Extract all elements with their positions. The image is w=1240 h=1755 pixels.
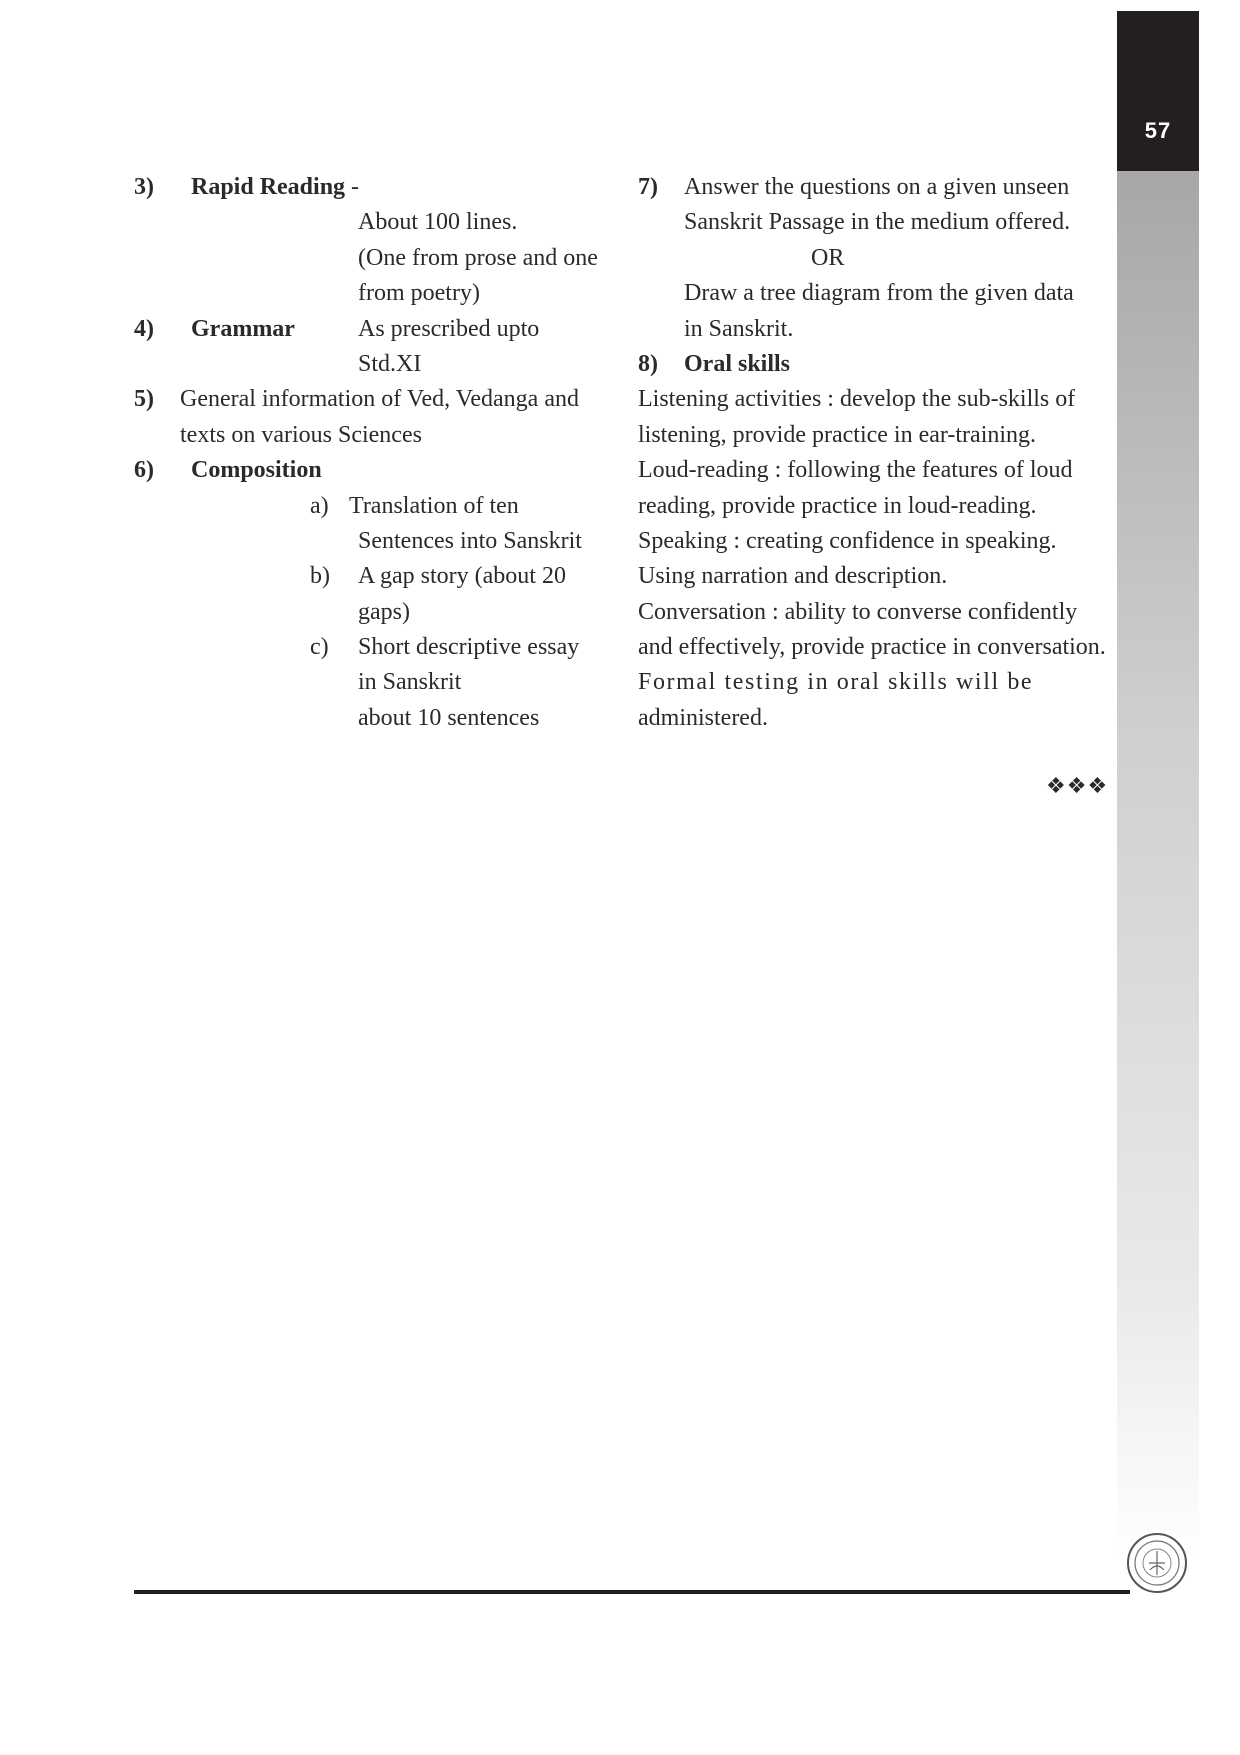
item-grammar — [134, 312, 612, 347]
sub-text: A gap story (about 20 — [358, 563, 566, 590]
item-number: 7) — [638, 174, 658, 200]
item-oral-skills — [638, 347, 1114, 382]
item-text: Sanskrit Passage in the medium offered. — [684, 209, 1071, 236]
item-number: 3) — [134, 174, 154, 200]
item-text: in Sanskrit. — [684, 315, 794, 342]
or-separator: OR — [811, 244, 845, 271]
right-column — [638, 170, 1114, 736]
footer-rule — [134, 1590, 1130, 1594]
sub-text: about 10 sentences — [358, 704, 540, 731]
item-title: Composition — [191, 457, 322, 484]
sub-text: Short descriptive essay — [358, 634, 580, 661]
item-unseen-passage — [638, 170, 1114, 205]
item-number: 8) — [638, 350, 658, 377]
section-end-ornament: ❖❖❖ — [1046, 774, 1109, 799]
side-gradient-strip — [1117, 171, 1199, 1561]
sub-label: a) — [310, 492, 329, 519]
grammar-detail: Std.XI — [358, 350, 422, 377]
grammar-detail: As prescribed upto — [358, 315, 540, 342]
oral-skills-text: Loud-reading : following the features of loud — [638, 457, 1073, 484]
item-text: Draw a tree diagram from the given data — [684, 280, 1074, 307]
rapid-reading-detail: (One from prose and one — [358, 244, 598, 271]
item-number: 4) — [134, 315, 154, 342]
item-title: Oral skills — [684, 350, 791, 377]
dash: - — [351, 174, 360, 200]
item-composition — [134, 453, 612, 488]
page-tab — [1117, 11, 1199, 171]
item-title: Grammar — [191, 315, 295, 342]
oral-skills-text: Conversation : ability to converse confidently — [638, 598, 1078, 625]
general-info-text: texts on various Sciences — [180, 421, 422, 448]
sub-text: in Sanskrit — [358, 669, 462, 696]
oral-skills-text: listening, provide practice in ear-training. — [638, 421, 1037, 448]
sub-label: b) — [310, 563, 330, 590]
item-rapid-reading — [134, 170, 612, 205]
sub-label: c) — [310, 634, 329, 661]
seal-logo-icon — [1126, 1532, 1188, 1594]
oral-skills-text: Formal testing in oral skills will be — [638, 669, 1034, 696]
left-column — [134, 170, 612, 736]
item-general-info — [134, 382, 612, 417]
item-title: Rapid Reading — [191, 174, 346, 200]
sub-text: Sentences into Sanskrit — [358, 527, 582, 554]
oral-skills-text: reading, provide practice in loud-reading. — [638, 492, 1037, 519]
composition-sub-b — [134, 559, 612, 594]
composition-sub-a — [134, 489, 612, 524]
sub-text: Translation of ten — [349, 492, 519, 519]
sub-text: gaps) — [358, 598, 410, 625]
item-number: 5) — [134, 386, 154, 413]
item-text: Answer the questions on a given unseen — [684, 174, 1070, 200]
general-info-text: General information of Ved, Vedanga and — [180, 386, 579, 413]
oral-skills-text: administered. — [638, 704, 768, 731]
item-number: 6) — [134, 457, 154, 484]
oral-skills-text: Listening activities : develop the sub-skills of — [638, 386, 1076, 413]
oral-skills-text: Speaking : creating confidence in speaking. — [638, 527, 1057, 554]
composition-sub-c — [134, 630, 612, 665]
page-number: 57 — [1144, 118, 1172, 143]
oral-skills-text: Using narration and description. — [638, 563, 948, 590]
rapid-reading-detail: from poetry) — [358, 280, 480, 307]
rapid-reading-detail: About 100 lines. — [358, 209, 518, 236]
oral-skills-text: and effectively, provide practice in conversation. — [638, 634, 1106, 661]
